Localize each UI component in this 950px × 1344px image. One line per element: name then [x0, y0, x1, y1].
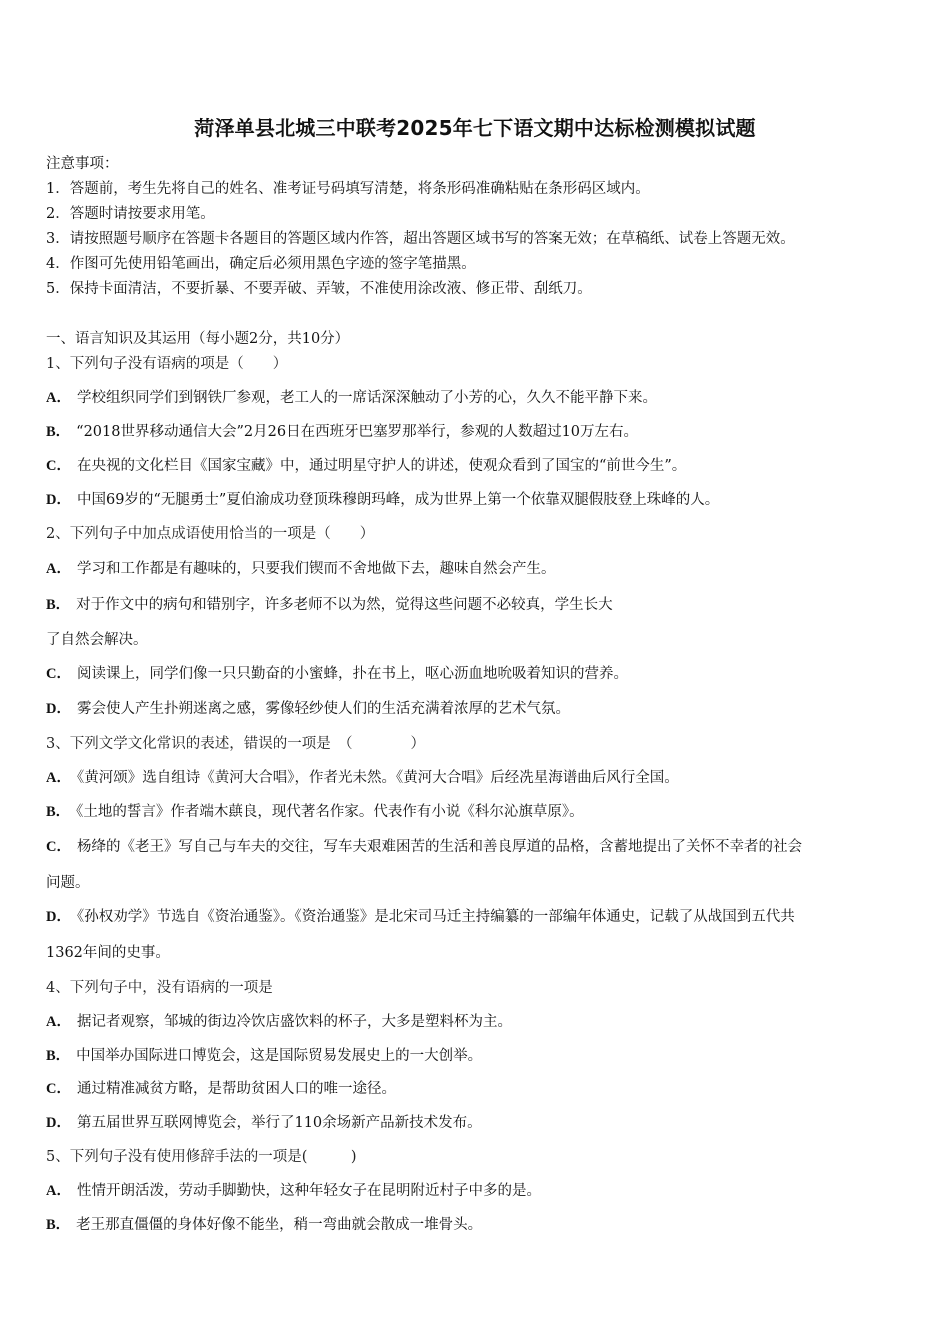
option-label: A． — [46, 1014, 71, 1030]
option-label: B． — [46, 1048, 71, 1064]
option-continuation: 1362年间的史事。 — [46, 945, 170, 961]
option-line — [46, 1179, 541, 1200]
option-line — [46, 593, 613, 614]
option-line — [46, 1044, 482, 1065]
option-continuation: 了自然会解决。 — [46, 632, 148, 648]
option-label: A． — [46, 1183, 71, 1199]
option-label: C． — [46, 458, 71, 474]
option-text: 通过精准减贫方略，是帮助贫困人口的唯一途径。 — [76, 1081, 396, 1097]
option-label: D． — [46, 909, 71, 925]
notice-heading: 注意事项： — [46, 156, 119, 172]
option-label: D． — [46, 1115, 71, 1131]
option-label: B． — [46, 424, 71, 440]
option-label: D． — [46, 492, 71, 508]
notice-item: 5．保持卡面清洁，不要折暴、不要弄破、弄皱，不准使用涂改液、修正带、刮纸刀。 — [46, 281, 592, 297]
option-text: 性情开朗活泼，劳动手脚勤快，这种年轻女子在昆明附近村子中多的是。 — [76, 1183, 541, 1199]
page-title: 菏泽单县北城三中联考2025年七下语文期中达标检测模拟试题 — [194, 116, 756, 140]
option-label: C． — [46, 1081, 71, 1097]
option-label: C． — [46, 666, 71, 682]
option-text: 雾会使人产生扑朔迷离之感，雾像轻纱使人们的生活充满着浓厚的艺术气氛。 — [76, 701, 570, 717]
option-text: 学校组织同学们到钢铁厂参观，老工人的一席话深深触动了小芳的心，久久不能平静下来。 — [76, 390, 657, 406]
question-stem: 5、下列句子没有使用修辞手法的一项是( ) — [46, 1149, 357, 1165]
option-line — [46, 420, 638, 441]
option-continuation: 问题。 — [46, 875, 90, 891]
option-label: A． — [46, 561, 71, 577]
option-line — [46, 557, 555, 578]
option-line — [46, 1077, 396, 1098]
notice-item: 1．答题前，考生先将自己的姓名、准考证号码填写清楚，将条形码准确粘贴在条形码区域内。 — [46, 181, 650, 197]
option-label: C． — [46, 839, 71, 855]
option-label: B． — [46, 597, 71, 613]
option-label: D． — [46, 701, 71, 717]
option-line — [46, 697, 570, 718]
option-line — [46, 835, 802, 856]
option-label: A． — [46, 770, 71, 786]
option-text: 老王那直僵僵的身体好像不能坐，稍一弯曲就会散成一堆骨头。 — [76, 1217, 483, 1233]
option-text: 在央视的文化栏目《国家宝藏》中，通过明星守护人的讲述，使观众看到了国宝的“前世今生”。 — [76, 458, 687, 474]
question-stem: 1、下列句子没有语病的项是（ ） — [46, 356, 288, 372]
question-stem: 4、下列句子中，没有语病的一项是 — [46, 980, 273, 996]
option-line — [46, 662, 628, 683]
option-line — [46, 766, 679, 787]
notice-item: 4．作图可先使用铅笔画出，确定后必须用黑色字迹的签字笔描黑。 — [46, 256, 476, 272]
option-text: 学习和工作都是有趣味的，只要我们锲而不舍地做下去，趣味自然会产生。 — [76, 561, 556, 577]
option-text: 据记者观察，邹城的街边冷饮店盛饮料的杯子，大多是塑料杯为主。 — [76, 1014, 512, 1030]
option-text: 杨绛的《老王》写自己与车夫的交往，写车夫艰难困苦的生活和善良厚道的品格，含蓄地提出了关怀不幸者的社会 — [76, 839, 802, 855]
option-text: 《黄河颂》选自组诗《黄河大合唱》，作者光未然。《黄河大合唱》后经冼星海谱曲后风行全国。 — [76, 770, 679, 786]
option-text: 《土地的誓言》作者端木蕻良，现代著名作家。代表作有小说《科尔沁旗草原》。 — [76, 804, 584, 820]
question-stem: 2、下列句子中加点成语使用恰当的一项是（ ） — [46, 526, 375, 542]
option-label: B． — [46, 804, 71, 820]
notice-item: 3．请按照题号顺序在答题卡各题目的答题区域内作答，超出答题区域书写的答案无效；在草稿纸、试卷上答题无效。 — [46, 231, 795, 247]
option-text: 中国69岁的“无腿勇士”夏伯渝成功登顶珠穆朗玛峰，成为世界上第一个依靠双腿假肢登上珠峰的人。 — [76, 492, 720, 508]
option-text: 《孙权劝学》节选自《资治通鉴》。《资治通鉴》是北宋司马迁主持编纂的一部编年体通史，记载了从战国到五代共 — [76, 909, 795, 925]
option-label: B． — [46, 1217, 71, 1233]
option-line — [46, 1111, 482, 1132]
notice-item: 2．答题时请按要求用笔。 — [46, 206, 215, 222]
option-text: “2018世界移动通信大会”2月26日在西班牙巴塞罗那举行，参观的人数超过10万左右。 — [76, 424, 639, 440]
question-stem: 3、下列文学文化常识的表述，错误的一项是 （ ） — [46, 736, 425, 752]
option-line — [46, 1213, 482, 1234]
option-text: 中国举办国际进口博览会，这是国际贸易发展史上的一大创举。 — [76, 1048, 483, 1064]
option-line — [46, 454, 686, 475]
option-text: 第五届世界互联网博览会，举行了110余场新产品新技术发布。 — [76, 1115, 482, 1131]
section-heading: 一、语言知识及其运用（每小题2分，共10分） — [46, 331, 350, 347]
option-line — [46, 386, 657, 407]
option-line — [46, 488, 719, 509]
option-line — [46, 1010, 512, 1031]
option-label: A． — [46, 390, 71, 406]
option-text: 阅读课上，同学们像一只只勤奋的小蜜蜂，扑在书上，呕心沥血地吮吸着知识的营养。 — [76, 666, 628, 682]
option-line — [46, 800, 584, 821]
option-text: 对于作文中的病句和错别字，许多老师不以为然，觉得这些问题不必较真，学生长大 — [76, 597, 613, 613]
option-line — [46, 905, 795, 926]
